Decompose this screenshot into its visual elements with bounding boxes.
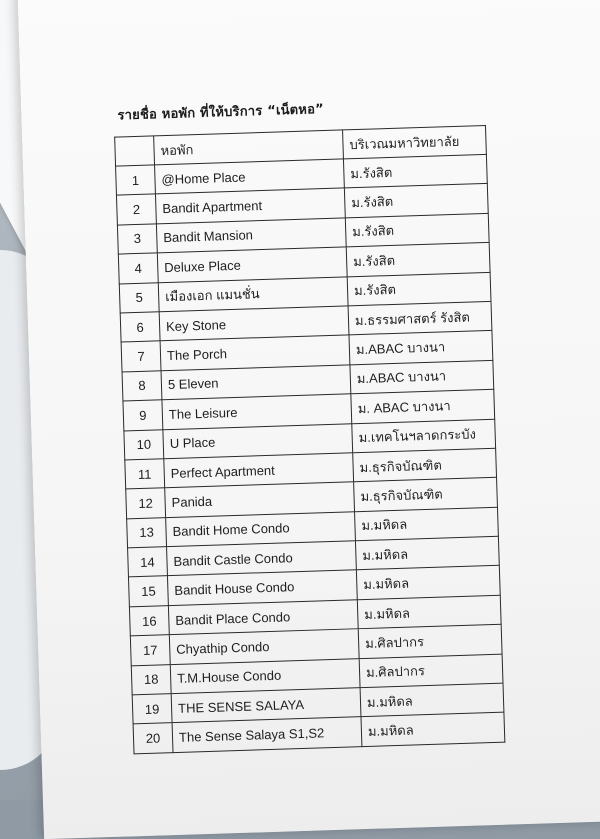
header-university-area: บริเวณมหาวิทยาลัย: [343, 125, 487, 158]
university-area: ม.มหิดล: [355, 536, 499, 570]
row-number: 18: [131, 664, 171, 695]
university-area: ม.รังสิต: [343, 154, 487, 188]
row-number: 19: [132, 694, 172, 725]
dormitory-name: Key Stone: [159, 306, 349, 341]
header-number: [115, 136, 155, 166]
university-area: ม.รังสิต: [347, 272, 491, 306]
dormitory-name: Perfect Apartment: [164, 453, 354, 488]
dormitory-name: Deluxe Place: [157, 247, 347, 282]
row-number: 12: [126, 488, 166, 519]
dormitory-name: Panida: [165, 482, 355, 517]
row-number: 4: [118, 253, 158, 284]
row-number: 15: [128, 576, 168, 607]
dormitory-table: [114, 125, 505, 754]
dormitory-name: U Place: [163, 423, 353, 458]
university-area: ม.มหิดล: [357, 595, 501, 629]
university-area: ม.รังสิต: [346, 243, 490, 277]
row-number: 8: [122, 371, 162, 402]
university-area: ม.มหิดล: [356, 566, 500, 600]
dormitory-name: 5 Eleven: [161, 365, 351, 400]
row-number: 1: [116, 165, 156, 196]
dormitory-name: Bandit Apartment: [155, 188, 345, 223]
row-number: 11: [125, 459, 165, 490]
header-dormitory: หอพัก: [154, 130, 344, 165]
university-area: ม.มหิดล: [361, 713, 505, 747]
dormitory-name: The Sense Salaya S1,S2: [172, 717, 362, 752]
row-number: 20: [133, 723, 173, 754]
dormitory-name: THE SENSE SALAYA: [171, 688, 361, 723]
university-area: ม.รังสิต: [345, 213, 489, 247]
row-number: 5: [119, 282, 159, 313]
dormitory-name: T.M.House Condo: [170, 658, 360, 693]
university-area: ม.มหิดล: [355, 507, 499, 541]
university-area: ม. ABAC บางนา: [351, 389, 495, 423]
row-number: 17: [130, 635, 170, 666]
document-title: รายชื่อ หอพัก ที่ให้บริการ “เน็ตหอ”: [117, 102, 325, 124]
row-number: 14: [128, 547, 168, 578]
dormitory-name: Bandit Castle Condo: [167, 541, 357, 576]
row-number: 2: [116, 194, 156, 225]
dormitory-name: Bandit Place Condo: [168, 600, 358, 635]
dormitory-name: The Leisure: [162, 394, 352, 429]
dormitory-name: เมืองเอก แมนชั่น: [158, 276, 348, 311]
row-number: 6: [120, 312, 160, 343]
row-number: 7: [121, 341, 161, 372]
university-area: ม.ศิลปากร: [359, 654, 503, 688]
row-number: 13: [127, 517, 167, 548]
dormitory-name: Bandit Home Condo: [166, 511, 356, 546]
dormitory-name: @Home Place: [155, 159, 345, 194]
row-number: 10: [124, 429, 164, 460]
university-area: ม.ศิลปากร: [358, 624, 502, 658]
university-area: ม.เทคโนฯลาดกระบัง: [352, 419, 496, 453]
document-page: [17, 0, 600, 839]
university-area: ม.รังสิต: [344, 184, 488, 218]
university-area: ม.ธรรมศาสตร์ รังสิต: [348, 301, 492, 335]
row-number: 16: [129, 606, 169, 637]
dormitory-name: Bandit Mansion: [156, 218, 346, 253]
university-area: ม.ABAC บางนา: [349, 331, 493, 365]
row-number: 9: [123, 400, 163, 431]
row-number: 3: [117, 224, 157, 255]
dormitory-name: Bandit House Condo: [167, 570, 357, 605]
university-area: ม.ธุรกิจบัณฑิต: [353, 448, 497, 482]
dormitory-name: Chyathip Condo: [169, 629, 359, 664]
university-area: ม.ธุรกิจบัณฑิต: [354, 478, 498, 512]
dormitory-name: The Porch: [160, 335, 350, 370]
university-area: ม.มหิดล: [360, 683, 504, 717]
university-area: ม.ABAC บางนา: [350, 360, 494, 394]
